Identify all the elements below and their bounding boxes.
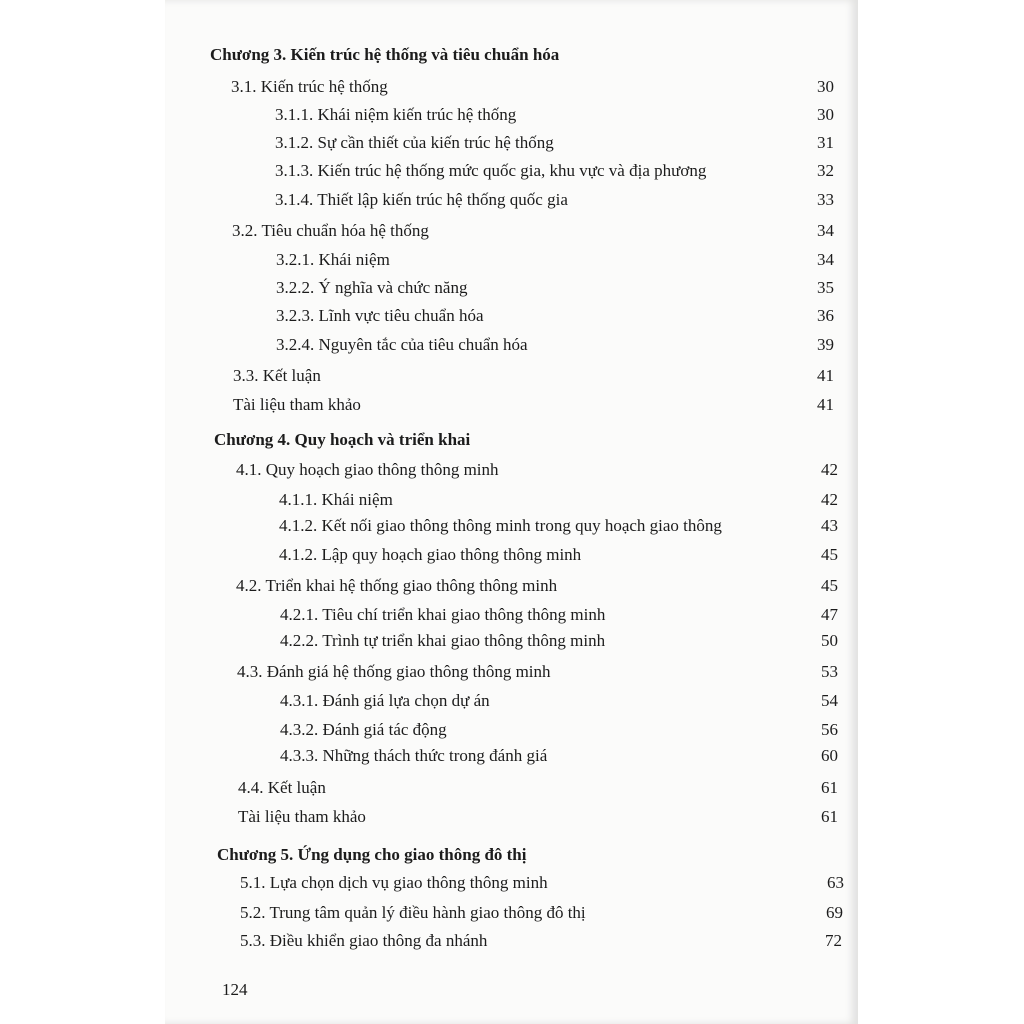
toc-entry-title: 3.2.2. Ý nghĩa và chức năng <box>276 278 468 297</box>
toc-entry-title: 3.2. Tiêu chuẩn hóa hệ thống <box>232 221 429 240</box>
toc-entry-title: 4.1. Quy hoạch giao thông thông minh <box>236 460 499 479</box>
toc-entry-title: 4.3.3. Những thách thức trong đánh giá <box>280 746 548 765</box>
toc-page-number: 47 <box>821 605 838 624</box>
toc-entry-title: 4.2.1. Tiêu chí triển khai giao thông thông minh <box>280 605 606 624</box>
toc-entry-title: Chương 3. Kiến trúc hệ thống và tiêu chuẩn hóa <box>210 45 560 64</box>
toc-page-number: 42 <box>821 460 838 479</box>
toc-page-number: 33 <box>817 190 834 209</box>
toc-page-number: 53 <box>821 662 838 681</box>
toc-page-number: 45 <box>821 545 838 564</box>
toc-page-number: 63 <box>827 873 844 892</box>
toc-entry-title: 4.1.2. Kết nối giao thông thông minh trong quy hoạch giao thông <box>279 516 722 535</box>
toc-entry-title: 4.2.2. Trình tự triển khai giao thông thông minh <box>280 631 606 650</box>
toc-page-number: 41 <box>817 395 834 414</box>
toc-page-number: 72 <box>825 931 842 950</box>
toc-entry-title: 3.3. Kết luận <box>233 366 321 385</box>
toc-page-number: 50 <box>821 631 838 650</box>
toc-entry-title: 4.3. Đánh giá hệ thống giao thông thông minh <box>237 662 551 681</box>
toc-page-number: 61 <box>821 778 838 797</box>
toc-entry-title: 4.4. Kết luận <box>238 778 326 797</box>
toc-page-number: 36 <box>817 306 834 325</box>
page-background <box>858 0 1024 1024</box>
toc-entry-title: 3.2.1. Khái niệm <box>276 250 390 269</box>
toc-entry-title: 3.1.1. Khái niệm kiến trúc hệ thống <box>275 105 517 124</box>
toc-page-number: 41 <box>817 366 834 385</box>
toc-page-number: 32 <box>817 161 834 180</box>
toc-page-number: 69 <box>826 903 843 922</box>
toc-entry-title: 5.3. Điều khiển giao thông đa nhánh <box>240 931 488 950</box>
toc-entry-title: 4.3.1. Đánh giá lựa chọn dự án <box>280 691 490 710</box>
toc-entry-title: 3.1. Kiến trúc hệ thống <box>231 77 388 96</box>
toc-entry-title: 3.2.4. Nguyên tắc của tiêu chuẩn hóa <box>276 335 528 354</box>
toc-page-number: 35 <box>817 278 834 297</box>
toc-entry-title: Tài liệu tham khảo <box>238 807 366 826</box>
toc-entry-title: Chương 5. Ứng dụng cho giao thông đô thị <box>217 845 527 864</box>
toc-page-number: 56 <box>821 720 838 739</box>
toc-entry-title: Chương 4. Quy hoạch và triển khai <box>214 430 471 449</box>
toc-page-number: 42 <box>821 490 838 509</box>
toc-entry-title: 4.3.2. Đánh giá tác động <box>280 720 447 739</box>
toc-page-number: 39 <box>817 335 834 354</box>
toc-page-number: 61 <box>821 807 838 826</box>
toc-entry-title: 3.1.4. Thiết lập kiến trúc hệ thống quốc gia <box>275 190 568 209</box>
toc-page-number: 30 <box>817 105 834 124</box>
toc-page-number: 31 <box>817 133 834 152</box>
toc-entry-title: 3.1.2. Sự cần thiết của kiến trúc hệ thống <box>275 133 554 152</box>
toc-entry-title: 3.2.3. Lĩnh vực tiêu chuẩn hóa <box>276 306 484 325</box>
toc-page-number: 60 <box>821 746 838 765</box>
toc-entry-title: 4.2. Triển khai hệ thống giao thông thông minh <box>236 576 558 595</box>
toc-page-number: 43 <box>821 516 838 535</box>
toc-entry-title: 3.1.3. Kiến trúc hệ thống mức quốc gia, khu vực và địa phương <box>275 161 707 180</box>
toc-entry-title: 5.1. Lựa chọn dịch vụ giao thông thông minh <box>240 873 548 892</box>
toc-page-number: 54 <box>821 691 838 710</box>
toc-page-number: 45 <box>821 576 838 595</box>
toc-page-number: 34 <box>817 250 834 269</box>
page-number: 124 <box>222 980 248 999</box>
toc-entry-title: Tài liệu tham khảo <box>233 395 361 414</box>
toc-entry-title: 4.1.1. Khái niệm <box>279 490 393 509</box>
toc-page-number: 30 <box>817 77 834 96</box>
toc-entry-title: 4.1.2. Lập quy hoạch giao thông thông minh <box>279 545 582 564</box>
toc-entry-title: 5.2. Trung tâm quản lý điều hành giao thông đô thị <box>240 903 586 922</box>
toc-page-number: 34 <box>817 221 834 240</box>
